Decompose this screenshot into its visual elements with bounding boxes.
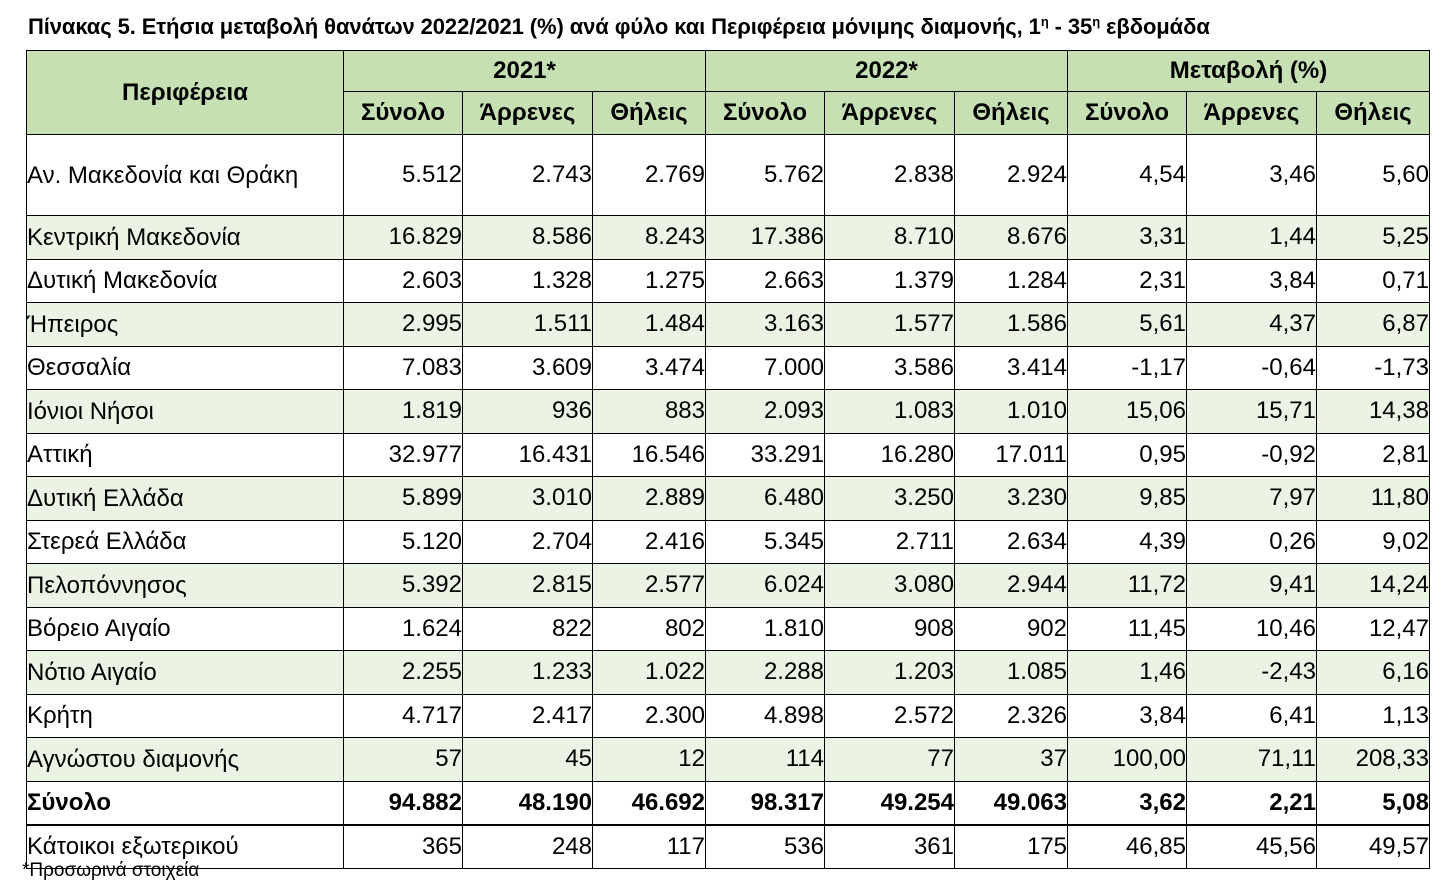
value-cell: 2,81 [1317, 433, 1430, 477]
value-cell: -0,92 [1187, 433, 1317, 477]
value-cell: 6,87 [1317, 303, 1430, 347]
header-group-2021: 2021* [344, 51, 706, 92]
value-cell: 1,13 [1317, 694, 1430, 738]
value-cell: 802 [593, 607, 706, 651]
value-cell: 0,95 [1068, 433, 1187, 477]
value-cell: 48.190 [463, 781, 593, 825]
value-cell: 2.577 [593, 564, 706, 608]
value-cell: 175 [955, 825, 1068, 869]
value-cell: 5.762 [706, 135, 825, 216]
value-cell: 2.995 [344, 303, 463, 347]
value-cell: 1.233 [463, 651, 593, 695]
value-cell: 1.586 [955, 303, 1068, 347]
value-cell: 46,85 [1068, 825, 1187, 869]
value-cell: 3.474 [593, 346, 706, 390]
value-cell: 4,54 [1068, 135, 1187, 216]
value-cell: 6,16 [1317, 651, 1430, 695]
value-cell: 883 [593, 390, 706, 434]
footnote: *Προσωρινά στοιχεία [22, 860, 200, 881]
value-cell: 9,85 [1068, 477, 1187, 521]
table-title [28, 14, 1428, 40]
value-cell: 2.889 [593, 477, 706, 521]
value-cell: 1.511 [463, 303, 593, 347]
value-cell: 7.083 [344, 346, 463, 390]
region-cell: Βόρειο Αιγαίο [27, 607, 344, 651]
title-sup-1: η [1040, 14, 1049, 29]
value-cell: 2.300 [593, 694, 706, 738]
region-cell: Αν. Μακεδονία και Θράκη [27, 135, 344, 216]
value-cell: 2.838 [825, 135, 955, 216]
value-cell: 4.717 [344, 694, 463, 738]
value-cell: 248 [463, 825, 593, 869]
value-cell: 2.944 [955, 564, 1068, 608]
region-cell: Στερεά Ελλάδα [27, 520, 344, 564]
region-cell: Ήπειρος [27, 303, 344, 347]
table-row [27, 738, 1430, 782]
value-cell: -0,64 [1187, 346, 1317, 390]
title-text: Πίνακας 5. Ετήσια μεταβολή θανάτων 2022/2021 (%) ανά φύλο και Περιφέρεια μόνιμης διαμονής, 1 [28, 14, 1041, 39]
value-cell: 5.120 [344, 520, 463, 564]
value-cell: 15,71 [1187, 390, 1317, 434]
value-cell: 1.284 [955, 259, 1068, 303]
value-cell: 37 [955, 738, 1068, 782]
region-cell: Κεντρική Μακεδονία [27, 216, 344, 260]
value-cell: 8.586 [463, 216, 593, 260]
value-cell: 2.417 [463, 694, 593, 738]
value-cell: 361 [825, 825, 955, 869]
table-row [27, 825, 1430, 869]
value-cell: 2.255 [344, 651, 463, 695]
value-cell: 2.743 [463, 135, 593, 216]
table-row [27, 390, 1430, 434]
value-cell: 49.063 [955, 781, 1068, 825]
value-cell: 11,80 [1317, 477, 1430, 521]
value-cell: 7,97 [1187, 477, 1317, 521]
header-sub: Σύνολο [344, 92, 463, 135]
value-cell: 12,47 [1317, 607, 1430, 651]
value-cell: 2.634 [955, 520, 1068, 564]
value-cell: 94.882 [344, 781, 463, 825]
value-cell: 2.663 [706, 259, 825, 303]
value-cell: -1,73 [1317, 346, 1430, 390]
table-row [27, 303, 1430, 347]
region-cell: Σύνολο [27, 781, 344, 825]
value-cell: 936 [463, 390, 593, 434]
value-cell: 98.317 [706, 781, 825, 825]
header-sub: Άρρενες [1187, 92, 1317, 135]
region-cell: Πελοπόννησος [27, 564, 344, 608]
value-cell: 114 [706, 738, 825, 782]
region-cell: Θεσσαλία [27, 346, 344, 390]
header-sub: Θήλεις [1317, 92, 1430, 135]
deaths-table [26, 50, 1430, 869]
value-cell: 5,60 [1317, 135, 1430, 216]
value-cell: 11,45 [1068, 607, 1187, 651]
value-cell: 1.624 [344, 607, 463, 651]
region-cell: Ιόνιοι Νήσοι [27, 390, 344, 434]
value-cell: 0,26 [1187, 520, 1317, 564]
header-sub: Σύνολο [706, 92, 825, 135]
region-cell: Δυτική Μακεδονία [27, 259, 344, 303]
value-cell: -2,43 [1187, 651, 1317, 695]
value-cell: 1.810 [706, 607, 825, 651]
value-cell: 2.711 [825, 520, 955, 564]
value-cell: 32.977 [344, 433, 463, 477]
value-cell: 4.898 [706, 694, 825, 738]
value-cell: 3.080 [825, 564, 955, 608]
value-cell: 1.484 [593, 303, 706, 347]
value-cell: 9,02 [1317, 520, 1430, 564]
table-row [27, 651, 1430, 695]
value-cell: 45 [463, 738, 593, 782]
value-cell: 1.577 [825, 303, 955, 347]
value-cell: 11,72 [1068, 564, 1187, 608]
value-cell: 6.024 [706, 564, 825, 608]
table-row [27, 433, 1430, 477]
table-row [27, 216, 1430, 260]
value-cell: 12 [593, 738, 706, 782]
header-group-change: Μεταβολή (%) [1068, 51, 1430, 92]
value-cell: 208,33 [1317, 738, 1430, 782]
table-row [27, 135, 1430, 216]
value-cell: 16.280 [825, 433, 955, 477]
header-group-2022: 2022* [706, 51, 1068, 92]
value-cell: 3,62 [1068, 781, 1187, 825]
value-cell: 14,24 [1317, 564, 1430, 608]
value-cell: 1.022 [593, 651, 706, 695]
value-cell: 2.093 [706, 390, 825, 434]
header-sub: Άρρενες [463, 92, 593, 135]
value-cell: 536 [706, 825, 825, 869]
value-cell: 3,31 [1068, 216, 1187, 260]
value-cell: 49.254 [825, 781, 955, 825]
value-cell: 71,11 [1187, 738, 1317, 782]
table-row [27, 607, 1430, 651]
value-cell: 3.230 [955, 477, 1068, 521]
value-cell: 4,39 [1068, 520, 1187, 564]
value-cell: 8.710 [825, 216, 955, 260]
header-sub: Άρρενες [825, 92, 955, 135]
value-cell: 8.243 [593, 216, 706, 260]
table-row [27, 781, 1430, 825]
value-cell: 3,84 [1068, 694, 1187, 738]
region-cell: Κάτοικοι εξωτερικού [27, 825, 344, 869]
region-cell: Νότιο Αιγαίο [27, 651, 344, 695]
value-cell: 0,71 [1317, 259, 1430, 303]
value-cell: 17.011 [955, 433, 1068, 477]
value-cell: 822 [463, 607, 593, 651]
value-cell: 902 [955, 607, 1068, 651]
table-row [27, 346, 1430, 390]
value-cell: 77 [825, 738, 955, 782]
value-cell: 1,44 [1187, 216, 1317, 260]
value-cell: 2.603 [344, 259, 463, 303]
value-cell: 2.326 [955, 694, 1068, 738]
value-cell: 5.899 [344, 477, 463, 521]
value-cell: 6.480 [706, 477, 825, 521]
value-cell: 5,61 [1068, 303, 1187, 347]
value-cell: 1.819 [344, 390, 463, 434]
value-cell: 5.392 [344, 564, 463, 608]
value-cell: 2.769 [593, 135, 706, 216]
title-text-mid: - 35 [1048, 14, 1093, 39]
value-cell: -1,17 [1068, 346, 1187, 390]
header-sub: Θήλεις [593, 92, 706, 135]
table-row [27, 694, 1430, 738]
value-cell: 100,00 [1068, 738, 1187, 782]
value-cell: 3,46 [1187, 135, 1317, 216]
value-cell: 1.010 [955, 390, 1068, 434]
value-cell: 2.815 [463, 564, 593, 608]
value-cell: 908 [825, 607, 955, 651]
value-cell: 1,46 [1068, 651, 1187, 695]
value-cell: 1.085 [955, 651, 1068, 695]
value-cell: 1.203 [825, 651, 955, 695]
region-cell: Κρήτη [27, 694, 344, 738]
value-cell: 1.328 [463, 259, 593, 303]
value-cell: 7.000 [706, 346, 825, 390]
value-cell: 6,41 [1187, 694, 1317, 738]
table-row [27, 520, 1430, 564]
value-cell: 2.572 [825, 694, 955, 738]
value-cell: 3,84 [1187, 259, 1317, 303]
header-sub: Θήλεις [955, 92, 1068, 135]
value-cell: 45,56 [1187, 825, 1317, 869]
value-cell: 3.010 [463, 477, 593, 521]
value-cell: 8.676 [955, 216, 1068, 260]
value-cell: 3.250 [825, 477, 955, 521]
value-cell: 2.704 [463, 520, 593, 564]
region-cell: Αγνώστου διαμονής [27, 738, 344, 782]
value-cell: 16.546 [593, 433, 706, 477]
value-cell: 16.829 [344, 216, 463, 260]
value-cell: 3.414 [955, 346, 1068, 390]
value-cell: 1.275 [593, 259, 706, 303]
value-cell: 17.386 [706, 216, 825, 260]
table-row [27, 564, 1430, 608]
table-row [27, 477, 1430, 521]
value-cell: 4,37 [1187, 303, 1317, 347]
value-cell: 1.379 [825, 259, 955, 303]
value-cell: 117 [593, 825, 706, 869]
title-text-end: εβδομάδα [1100, 14, 1210, 39]
value-cell: 5,25 [1317, 216, 1430, 260]
value-cell: 3.163 [706, 303, 825, 347]
value-cell: 16.431 [463, 433, 593, 477]
value-cell: 57 [344, 738, 463, 782]
value-cell: 5.345 [706, 520, 825, 564]
value-cell: 10,46 [1187, 607, 1317, 651]
value-cell: 49,57 [1317, 825, 1430, 869]
title-sup-2: η [1092, 14, 1101, 29]
value-cell: 5,08 [1317, 781, 1430, 825]
value-cell: 9,41 [1187, 564, 1317, 608]
value-cell: 46.692 [593, 781, 706, 825]
table-row [27, 259, 1430, 303]
value-cell: 2,31 [1068, 259, 1187, 303]
value-cell: 33.291 [706, 433, 825, 477]
value-cell: 2.288 [706, 651, 825, 695]
value-cell: 1.083 [825, 390, 955, 434]
value-cell: 14,38 [1317, 390, 1430, 434]
value-cell: 15,06 [1068, 390, 1187, 434]
value-cell: 365 [344, 825, 463, 869]
value-cell: 2.924 [955, 135, 1068, 216]
value-cell: 2,21 [1187, 781, 1317, 825]
region-cell: Αττική [27, 433, 344, 477]
value-cell: 3.609 [463, 346, 593, 390]
table-body [27, 135, 1430, 869]
value-cell: 5.512 [344, 135, 463, 216]
header-region: Περιφέρεια [27, 51, 344, 135]
value-cell: 3.586 [825, 346, 955, 390]
region-cell: Δυτική Ελλάδα [27, 477, 344, 521]
value-cell: 2.416 [593, 520, 706, 564]
header-sub: Σύνολο [1068, 92, 1187, 135]
